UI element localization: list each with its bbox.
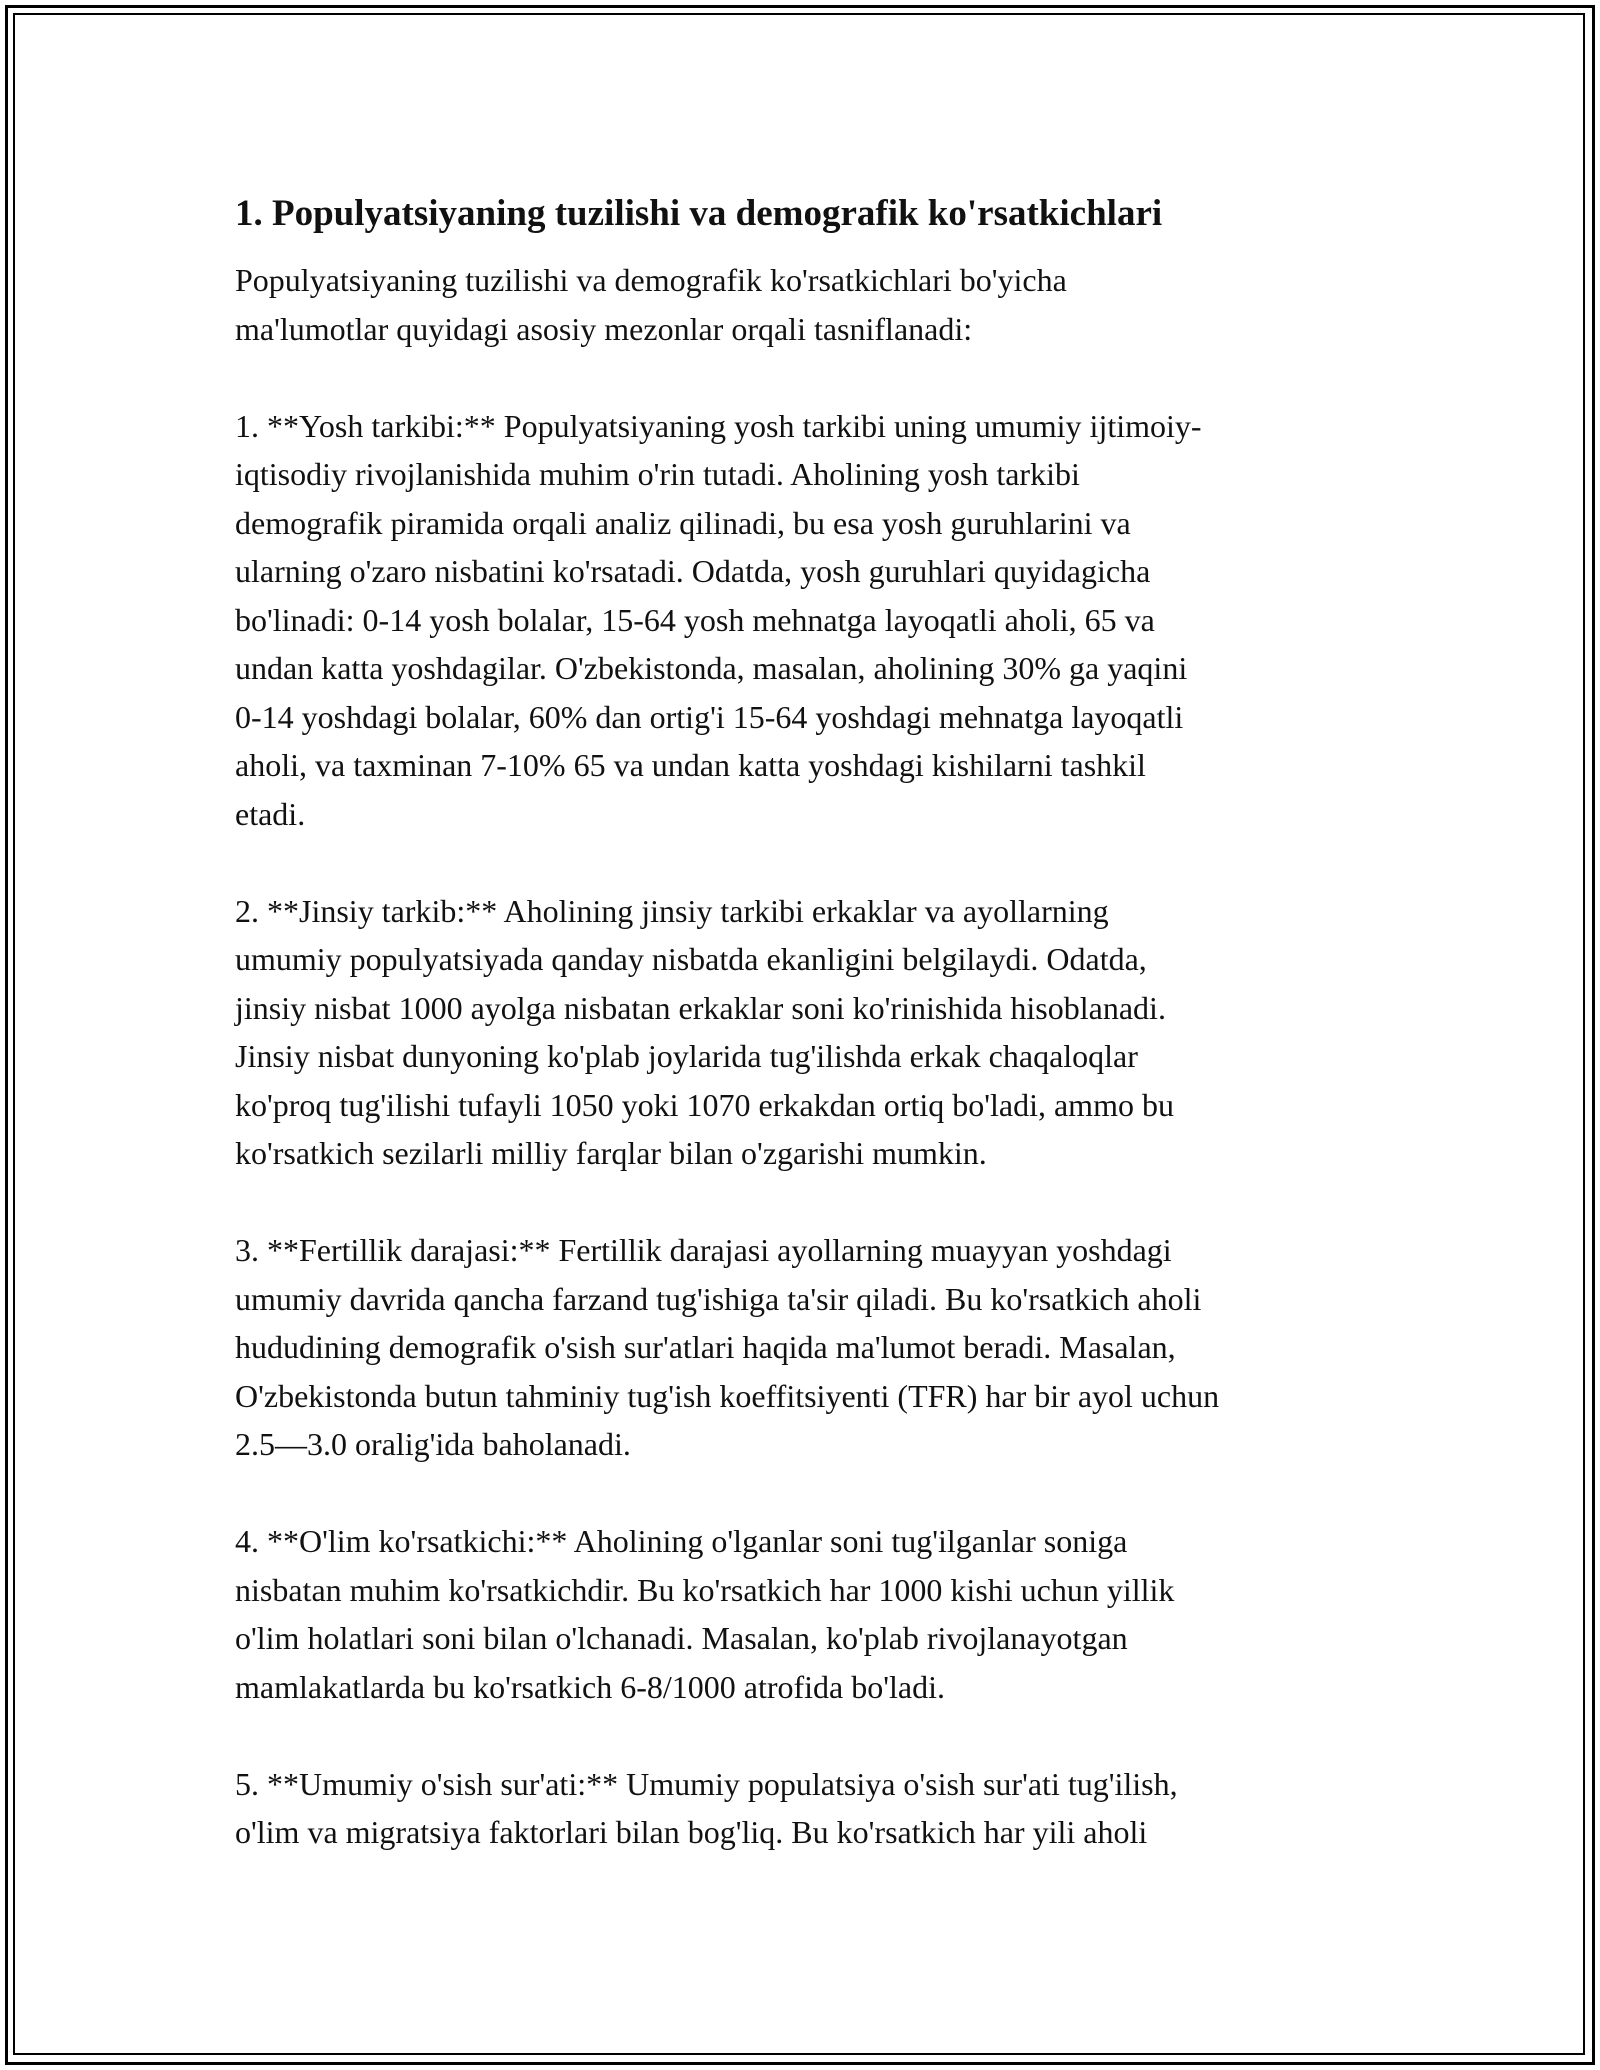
text-line: ma'lumotlar quyidagi asosiy mezonlar orqali tasniflanadi: [235,310,973,347]
text-line: 4. **O'lim ko'rsatkichi:** Aholining o'lganlar soni tug'ilganlar soniga [235,1523,1128,1559]
sex-structure-paragraph [235,887,1375,1178]
text-line: aholi, va taxminan 7-10% 65 va undan katta yoshdagi kishilarni tashkil [235,747,1146,783]
text-line: etadi. [235,795,306,832]
text-line: jinsiy nisbat 1000 ayolga nisbatan erkaklar soni ko'rinishida hisoblanadi. [235,989,1166,1026]
text-line: nisbatan muhim ko'rsatkichdir. Bu ko'rsatkich har 1000 kishi uchun yillik [235,1571,1175,1608]
mortality-paragraph [235,1517,1375,1711]
text-line: hududining demografik o'sish sur'atlari haqida ma'lumot beradi. Masalan, [235,1329,1176,1365]
intro-paragraph [235,256,1375,353]
text-line: 2. **Jinsiy tarkib:** Aholining jinsiy tarkibi erkaklar va ayollarning [235,892,1109,929]
text-line: umumiy davrida qancha farzand tug'ishiga ta'sir qiladi. Bu ko'rsatkich aholi [235,1280,1202,1317]
text-line: ko'rsatkich sezilarli milliy farqlar bilan o'zgarishi mumkin. [235,1135,987,1171]
text-line: demografik piramida orqali analiz qilinadi, bu esa yosh guruhlarini va [235,504,1131,541]
fertility-paragraph [235,1226,1375,1469]
text-line: o'lim va migratsiya faktorlari bilan bog'liq. Bu ko'rsatkich har yili aholi [235,1814,1148,1850]
text-line: Populyatsiyaning tuzilishi va demografik ko'rsatkichlari bo'yicha [235,262,1067,298]
growth-rate-paragraph [235,1760,1375,1857]
text-line: ko'proq tug'ilishi tufayli 1050 yoki 1070 erkakdan ortiq bo'ladi, ammo bu [235,1086,1174,1123]
text-line: O'zbekistonda butun tahminiy tug'ish koeffitsiyenti (TFR) har bir ayol uchun [235,1377,1220,1414]
text-line: undan katta yoshdagilar. O'zbekistonda, masalan, aholining 30% ga yaqini [235,650,1188,686]
text-line: umumiy populyatsiyada qanday nisbatda ekanligini belgilaydi. Odatda, [235,941,1147,977]
text-line: mamlakatlarda bu ko'rsatkich 6-8/1000 atrofida bo'ladi. [235,1668,945,1705]
text-line: 2.5—3.0 oralig'ida baholanadi. [235,1426,631,1462]
text-line: Jinsiy nisbat dunyoning ko'plab joylarida tug'ilishda erkak chaqaloqlar [235,1038,1138,1074]
text-line: 0-14 yoshdagi bolalar, 60% dan ortig'i 15-64 yoshdagi mehnatga layoqatli [235,698,1184,735]
text-line: bo'linadi: 0-14 yosh bolalar, 15-64 yosh mehnatga layoqatli aholi, 65 va [235,601,1155,638]
text-line: ularning o'zaro nisbatini ko'rsatadi. Odatda, yosh guruhlari quyidagicha [235,553,1151,589]
text-line: o'lim holatlari soni bilan o'lchanadi. Masalan, ko'plab rivojlanayotgan [235,1620,1128,1656]
text-line: 3. **Fertillik darajasi:** Fertillik darajasi ayollarning muayyan yoshdagi [235,1232,1172,1268]
age-structure-paragraph [235,402,1375,839]
text-line: 1. **Yosh tarkibi:** Populyatsiyaning yosh tarkibi uning umumiy ijtimoiy- [235,407,1202,444]
document-body [235,188,1375,1905]
text-line: 5. **Umumiy o'sish sur'ati:** Umumiy populatsiya o'sish sur'ati tug'ilish, [235,1765,1178,1802]
section-heading: 1. Populyatsiyaning tuzilishi va demografik ko'rsatkichlari [235,193,1163,234]
text-line: iqtisodiy rivojlanishida muhim o'rin tutadi. Aholining yosh tarkibi [235,456,1080,492]
